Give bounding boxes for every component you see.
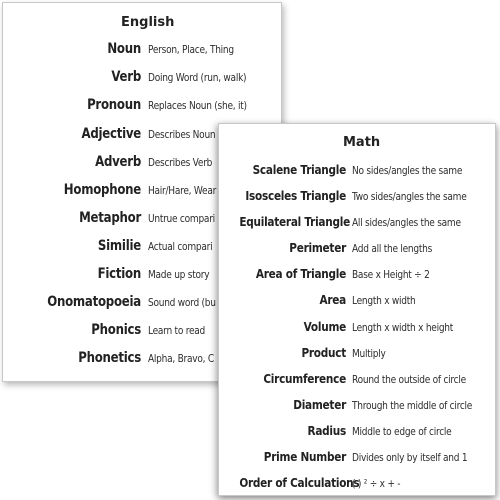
english-row-metaphor [3,210,226,226]
english-row-noun [3,41,248,57]
math-card [218,123,496,496]
math-row-area [219,292,426,307]
math-definition: Multiply [352,348,386,360]
english-term: Adverb [95,154,141,170]
english-definition: Describes Verb [148,157,213,169]
math-term: Prime Number [263,449,346,464]
math-definition: Two sides/angles the same [352,191,467,203]
english-row-fiction [3,266,219,282]
math-definition: No sides/angles the same [352,165,463,177]
english-definition: Sound word (bu [148,297,216,309]
english-definition: Doing Word (run, walk) [148,72,247,84]
math-term: Perimeter [289,240,346,255]
math-term: Area of Triangle [255,266,346,281]
math-row-volume [219,319,470,334]
math-term: Area [319,292,346,307]
math-card-title: Math [343,135,381,150]
math-row-area-of-triangle [219,266,442,281]
english-row-onomatopoeia [3,294,227,310]
math-term: Scalene Triangle [252,162,346,177]
math-row-order-of-calculations [219,475,408,490]
english-row-phonetics [3,350,225,366]
english-definition: Describes Noun [148,129,216,141]
math-term: Radius [307,423,346,438]
math-term: Equilateral Triangle [239,214,350,229]
english-term: Phonetics [78,350,141,366]
math-row-product [219,345,391,360]
english-term: Fiction [97,266,141,282]
english-row-verb [3,69,262,85]
english-definition: Replaces Noun (she, it) [148,100,247,112]
english-definition: Made up story [148,269,210,281]
math-definition: Length x width x height [352,322,454,334]
english-row-similie [3,238,223,254]
english-term: Verb [111,69,141,85]
english-definition: Alpha, Bravo, C [148,353,214,365]
math-row-circumference [219,371,484,386]
english-term: Similie [97,238,141,254]
math-row-equilateral-triangle [219,214,478,229]
math-term: Volume [303,319,346,334]
english-term: Metaphor [79,210,141,226]
english-term: Homophone [63,182,141,198]
english-card-title: English [121,15,175,30]
math-term: Product [301,345,346,360]
math-term: Order of Calculations [239,475,360,490]
math-definition: Middle to edge of circle [352,426,452,438]
english-row-adverb [3,154,223,170]
math-row-prime-number [219,449,486,464]
math-definition: Divides only by itself and 1 [352,452,468,464]
english-term: Noun [107,41,141,57]
english-definition: Untrue compari [148,213,215,225]
math-definition: Base x Height ÷ 2 [352,269,430,281]
math-definition: ( ) ² ÷ x + - [352,478,401,490]
english-term: Phonics [91,322,141,338]
math-row-diameter [219,397,492,412]
english-definition: Hair/Hare, Wear [148,185,217,197]
english-term: Pronoun [87,97,141,113]
english-term: Onomatopoeia [47,294,141,310]
english-row-phonics [3,322,214,338]
math-term: Isosceles Triangle [245,188,346,203]
math-definition: Length x width [352,295,416,307]
english-term: Adjective [81,126,141,142]
math-definition: Add all the lengths [352,243,433,255]
math-term: Circumference [263,371,346,386]
english-row-homophone [3,182,227,198]
math-row-radius [219,423,468,438]
english-definition: Learn to read [148,325,206,337]
math-definition: All sides/angles the same [352,217,461,229]
english-definition: Person, Place, Thing [148,44,234,56]
math-definition: Round the outside of circle [352,374,466,386]
math-term: Diameter [293,397,346,412]
math-definition: Through the middle of circle [352,400,473,412]
english-row-adjective [3,126,226,142]
math-row-isosceles-triangle [219,188,485,203]
english-definition: Actual compari [148,241,213,253]
english-row-pronoun [3,97,263,113]
math-row-scalene-triangle [219,162,480,177]
math-row-perimeter [219,240,445,255]
